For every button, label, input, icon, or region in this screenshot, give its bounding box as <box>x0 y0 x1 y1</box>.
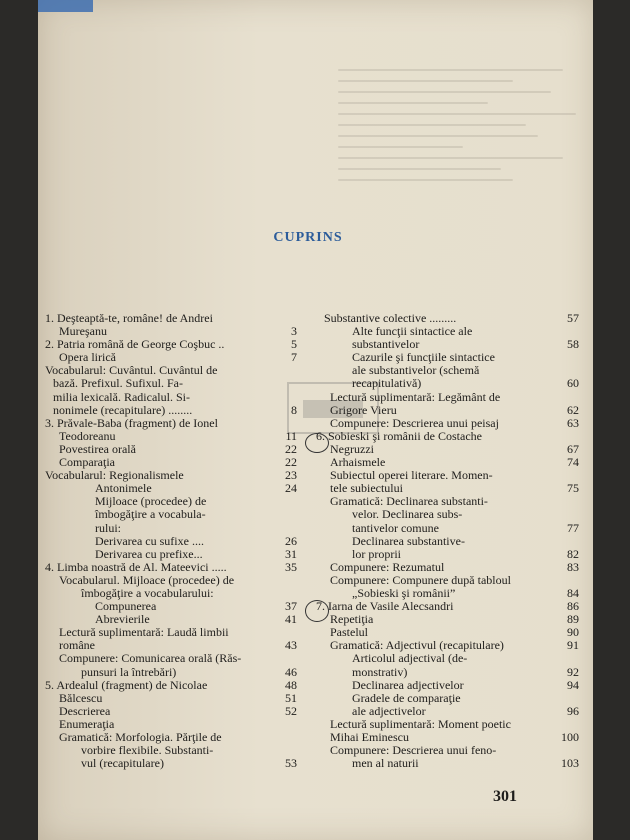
toc-entry-page: 60 <box>567 376 579 391</box>
toc-entry-text: Declinarea substantive- <box>352 533 465 548</box>
toc-entry <box>45 561 297 574</box>
toc-entry <box>316 652 579 665</box>
toc-entry <box>45 705 297 718</box>
handwritten-circle-mark <box>305 600 329 622</box>
toc-entry-text: 6. Sobieski şi românii de Costache <box>316 428 482 443</box>
toc-entry-text: velor. Declinarea subs- <box>352 507 463 522</box>
toc-entry-text: Gramatică: Adjectivul (recapitulare) <box>330 638 504 653</box>
toc-entry-page: 24 <box>285 481 297 496</box>
toc-entry-text: ale adjectivelor <box>352 703 426 718</box>
toc-entry-text: Antonimele <box>95 481 152 496</box>
toc-entry-page: 90 <box>567 625 579 640</box>
toc-entry-text: Mureşanu <box>59 324 107 339</box>
toc-entry-text: Descrierea <box>59 703 111 718</box>
toc-entry-text: men al naturii <box>352 756 419 771</box>
toc-entry-text: Pastelul <box>330 625 368 640</box>
toc-entry-text: substantivelor <box>352 337 420 352</box>
toc-entry-page: 91 <box>567 638 579 653</box>
toc-entry-text: rului: <box>95 520 121 535</box>
toc-entry-text: Teodoreanu <box>59 428 116 443</box>
toc-entry <box>45 692 297 705</box>
toc-entry-page: 84 <box>567 585 579 600</box>
toc-entry <box>45 535 297 548</box>
toc-entry-text: Compunere: Descrierea unui peisaj <box>330 415 499 430</box>
toc-entry-page: 74 <box>567 455 579 470</box>
toc-entry-text: Compunere: Rezumatul <box>330 559 445 574</box>
toc-entry-text: îmbogăţire a vocabularului: <box>81 585 214 600</box>
toc-entry <box>45 600 297 613</box>
toc-entry-page: 3 <box>291 324 297 339</box>
toc-entry-page: 83 <box>567 559 579 574</box>
toc-entry-text: Negruzzi <box>330 441 374 456</box>
toc-entry-text: vul (recapitulare) <box>81 756 164 771</box>
toc-entry-text: 1. Deşteaptă-te, române! de Andrei <box>45 311 213 325</box>
toc-entry <box>316 404 579 417</box>
toc-entry <box>316 574 579 587</box>
toc-entry <box>45 679 297 692</box>
toc-entry-text: punsuri la întrebări) <box>81 664 177 679</box>
toc-entry <box>45 404 297 417</box>
cover-edge <box>38 0 93 12</box>
toc-entry-page: 46 <box>285 664 297 679</box>
toc-entry-page: 22 <box>285 455 297 470</box>
page-title: CUPRINS <box>273 230 343 245</box>
toc-entry-text: Lectură suplimentară: Legământ de <box>330 389 501 404</box>
toc-entry-text: Grigore Vieru <box>330 402 397 417</box>
toc-entry-text: Abrevierile <box>95 612 150 627</box>
toc-entry-page: 37 <box>285 599 297 614</box>
toc-entry-page: 5 <box>291 337 297 352</box>
toc-entry <box>316 522 579 535</box>
toc-entry-text: Substantive colective ......... <box>324 311 457 325</box>
toc-entry <box>316 679 579 692</box>
toc-entry-page: 8 <box>291 402 297 417</box>
toc-entry-page: 48 <box>285 677 297 692</box>
toc-entry-text: 5. Ardealul (fragment) de Nicolae <box>45 677 208 692</box>
toc-entry-text: lor proprii <box>352 546 401 561</box>
toc-entry-text: Compunere: Descrierea unui feno- <box>330 743 497 758</box>
toc-entry-text: Gramatică: Declinarea substanti- <box>330 494 488 509</box>
toc-entry <box>316 692 579 705</box>
toc-entry <box>316 377 579 390</box>
toc-entry-text: „Sobieski şi românii” <box>352 585 456 600</box>
toc-entry-text: Lectură suplimentară: Moment poetic <box>330 716 511 731</box>
toc-entry-text: Articolul adjectival (de- <box>352 651 468 666</box>
toc-entry-text: Povestirea orală <box>59 441 136 456</box>
toc-entry-page: 100 <box>561 730 579 744</box>
toc-entry-text: vorbire flexibile. Substanti- <box>81 743 214 758</box>
toc-entry-text: monstrativ) <box>352 664 408 679</box>
toc-entry-page: 7 <box>291 350 297 365</box>
toc-entry-text: Repetiţia <box>330 612 374 627</box>
toc-entry-text: Cazurile şi funcţiile sintactice <box>352 350 495 365</box>
toc-entry-text: ale substantivelor (schemă <box>352 363 480 378</box>
toc-entry-text: milia lexicală. Radicalul. Si- <box>53 389 190 404</box>
toc-entry-page: 89 <box>567 612 579 627</box>
toc-entry <box>316 535 579 548</box>
toc-entry-text: Subiectul operei literare. Momen- <box>330 468 493 483</box>
toc-entry <box>316 430 579 443</box>
toc-entry <box>45 666 297 679</box>
toc-entry-text: Declinarea adjectivelor <box>352 677 464 692</box>
toc-entry <box>45 652 297 665</box>
toc-entry-page: 52 <box>285 703 297 718</box>
toc-entry <box>316 561 579 574</box>
toc-entry-page: 23 <box>285 468 297 483</box>
toc-entry <box>45 391 297 404</box>
toc-entry-page: 82 <box>567 546 579 561</box>
toc-entry <box>316 391 579 404</box>
toc-left-column <box>45 312 297 770</box>
toc-entry-page: 94 <box>567 677 579 692</box>
toc-entry <box>45 548 297 561</box>
toc-entry-text: Arhaismele <box>330 455 386 470</box>
book-page <box>38 0 593 840</box>
toc-entry <box>45 430 297 443</box>
toc-entry-text: Compunere: Compunere după tabloul <box>330 572 511 587</box>
toc-entry-text: Mihai Eminescu <box>330 730 409 744</box>
toc-entry-text: Gradele de comparaţie <box>352 690 461 705</box>
toc-entry-text: tantivelor comune <box>352 520 439 535</box>
toc-entry-page: 103 <box>561 756 579 771</box>
toc-entry-text: recapitulativă) <box>352 376 422 391</box>
toc-entry <box>316 757 579 770</box>
toc-entry-text: Comparaţia <box>59 455 115 470</box>
toc-entry-page: 86 <box>567 599 579 614</box>
page-number: 301 <box>493 788 517 805</box>
toc-entry-page: 51 <box>285 690 297 705</box>
toc-entry-text: nonimele (recapitulare) ........ <box>53 402 193 417</box>
toc-entry-text: 2. Patria română de George Coşbuc .. <box>45 337 225 352</box>
toc-entry-page: 75 <box>567 481 579 496</box>
toc-entry <box>316 666 579 679</box>
toc-entry-text: române <box>59 638 95 653</box>
toc-entry-text: Compunere: Comunicarea orală (Răs- <box>59 651 242 666</box>
toc-entry-text: Enumeraţia <box>59 716 115 731</box>
toc-entry-page: 57 <box>567 311 579 325</box>
toc-entry-page: 22 <box>285 441 297 456</box>
toc-entry-page: 41 <box>285 612 297 627</box>
toc-entry-page: 31 <box>285 546 297 561</box>
toc-entry-text: 4. Limba noastră de Al. Mateevici ..... <box>45 559 227 574</box>
toc-entry <box>45 469 297 482</box>
toc-entry-text: tele subiectului <box>330 481 403 496</box>
toc-entry <box>316 705 579 718</box>
toc-entry <box>45 522 297 535</box>
toc-entry-page: 63 <box>567 415 579 430</box>
toc-entry-page: 35 <box>285 559 297 574</box>
toc-entry-text: Lectură suplimentară: Laudă limbii <box>59 625 229 640</box>
toc-entry <box>45 417 297 430</box>
toc-entry-page: 53 <box>285 756 297 771</box>
toc-entry-text: 3. Prăvale-Baba (fragment) de Ionel <box>45 415 218 430</box>
toc-entry-text: Vocabularul: Regionalismele <box>45 468 184 483</box>
handwritten-circle-mark <box>305 433 329 453</box>
toc-entry-text: Gramatică: Morfologia. Părţile de <box>59 730 222 744</box>
toc-entry-text: Compunerea <box>95 599 157 614</box>
toc-entry-page: 11 <box>285 428 297 443</box>
toc-entry <box>45 574 297 587</box>
toc-entry-page: 96 <box>567 703 579 718</box>
toc-right-column <box>316 312 579 770</box>
toc-entry-text: 7. Iarna de Vasile Alecsandri <box>316 599 454 614</box>
show-through-text <box>338 60 588 210</box>
toc-entry <box>45 757 297 770</box>
toc-entry-page: 92 <box>567 664 579 679</box>
toc-entry-text: Vocabularul: Cuvântul. Cuvântul de <box>45 363 218 378</box>
toc-entry-text: Opera lirică <box>59 350 116 365</box>
toc-entry-text: Derivarea cu sufixe .... <box>95 533 204 548</box>
toc-entry-text: Derivarea cu prefixe... <box>95 546 203 561</box>
toc-entry-page: 43 <box>285 638 297 653</box>
toc-entry-text: Mijloace (procedee) de <box>95 494 207 509</box>
toc-entry <box>45 587 297 600</box>
toc-entry <box>316 417 579 430</box>
toc-entry-page: 67 <box>567 441 579 456</box>
toc-entry-text: Alte funcţii sintactice ale <box>352 324 473 339</box>
toc-entry-page: 77 <box>567 520 579 535</box>
toc-entry <box>316 508 579 521</box>
toc-entry-text: bază. Prefixul. Sufixul. Fa- <box>53 376 183 391</box>
toc-entry-text: Vocabularul. Mijloace (procedee) de <box>59 572 235 587</box>
toc-entry <box>45 377 297 390</box>
toc-entry-page: 26 <box>285 533 297 548</box>
toc-entry-text: Bălcescu <box>59 690 103 705</box>
toc-entry-text: îmbogăţire a vocabula- <box>95 507 206 522</box>
toc-entry <box>316 548 579 561</box>
toc-entry <box>45 508 297 521</box>
toc-entry-page: 62 <box>567 402 579 417</box>
toc-entry-page: 58 <box>567 337 579 352</box>
